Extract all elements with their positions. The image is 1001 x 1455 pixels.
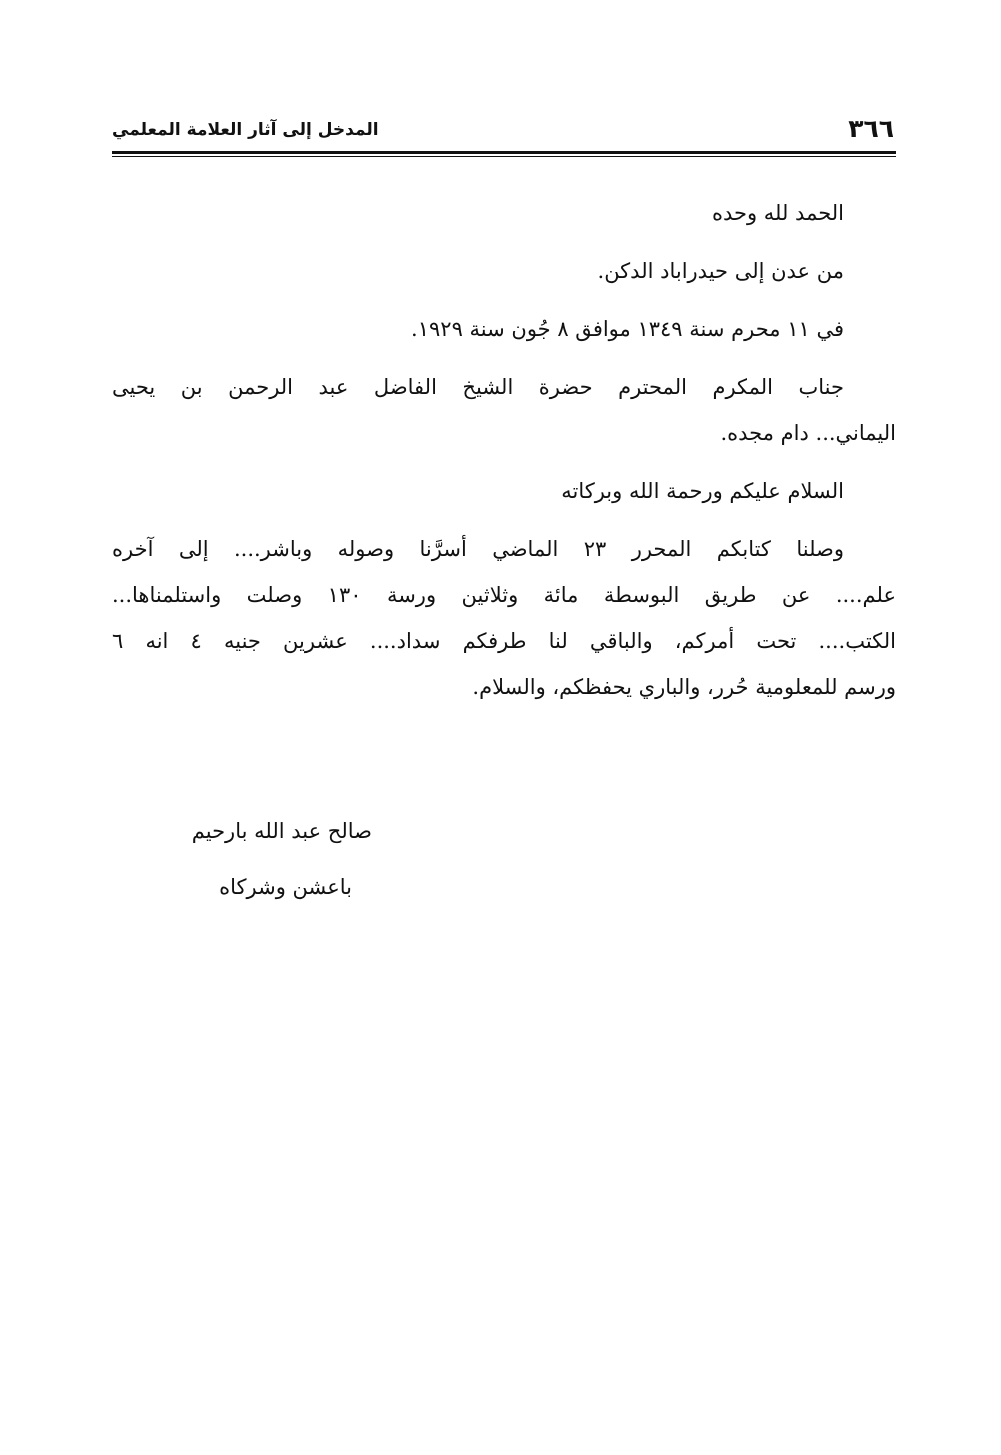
signature-name: صالح عبد الله بارحيم: [191, 819, 372, 843]
letter-date: في ١١ محرم سنة ١٣٤٩ موافق ٨ جُون سنة ١٩٢٩.: [411, 317, 844, 341]
page-number: ٣٦٦: [848, 114, 894, 143]
letter-from-to: من عدن إلى حيدراباد الدكن.: [597, 259, 844, 283]
header-rule-thick: [112, 151, 896, 154]
signature-company: باعشن وشركاه: [219, 875, 352, 899]
letter-greeting: السلام عليكم ورحمة الله وبركاته: [561, 479, 844, 503]
letter-body: [112, 190, 896, 710]
letter-body-line4: ورسم للمعلومية حُرر، والباري يحفظكم، والسلام.: [472, 675, 896, 699]
letter-addressee-line1: جناب المكرم المحترم حضرة الشيخ الفاضل عبد الرحمن بن يحيى: [112, 375, 844, 399]
letter-body-line2: علم.... عن طريق البوسطة مائة وثلاثين ورسة ١٣٠ وصلت واستلمناها...: [112, 583, 896, 607]
letter-body-line3: الكتب.... تحت أمركم، والباقي لنا طرفكم سداد.... عشرين جنيه ٤ انه ٦: [112, 629, 896, 653]
letter-opening: الحمد لله وحده: [711, 201, 844, 225]
letter-body-line1: وصلنا كتابكم المحرر ٢٣ الماضي أسرَّنا وصوله وباشر.... إلى آخره: [112, 537, 844, 561]
letter-signature: [112, 808, 372, 920]
running-header: [112, 112, 894, 154]
letter-addressee-line2: اليماني... دام مجده.: [720, 421, 896, 445]
header-rule-thin: [112, 156, 896, 157]
header-title: المدخل إلى آثار العلامة المعلمي: [112, 120, 379, 140]
